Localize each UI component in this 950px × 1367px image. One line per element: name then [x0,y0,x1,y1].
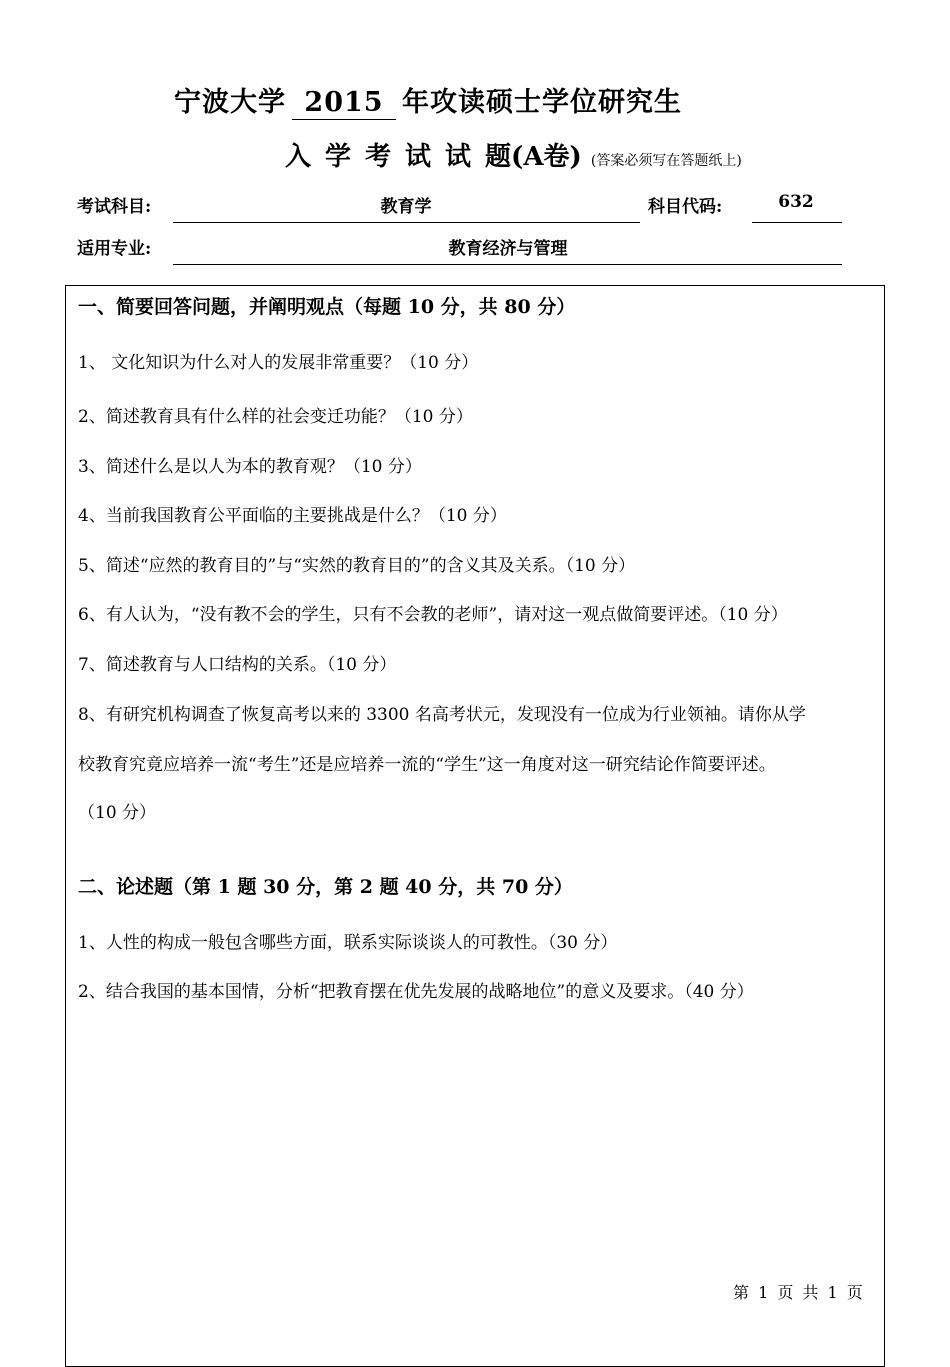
question-1-1: 1、 文化知识为什么对人的发展非常重要？（10 分） [78,353,479,373]
question-box [65,285,885,1367]
major-label: 适用专业: [77,239,152,259]
subject-value: 教育学 [380,197,432,217]
exam-title-rest: 年攻读硕士学位研究生 [402,87,682,118]
exam-year: 2015 [292,87,396,120]
subtitle-end: 题(A卷) [485,142,582,172]
question-1-7: 7、简述教育与人口结构的关系。（10 分） [78,655,397,675]
question-2-1: 1、人性的构成一般包含哪些方面，联系实际谈谈人的可教性。（30 分） [78,933,618,953]
section1-title: 一、简要回答问题，并阐明观点（每题 10 分，共 80 分） [78,296,576,318]
question-2-2: 2、结合我国的基本国情，分析“把教育摆在优先发展的战略地位”的意义及要求。（40 分） [78,982,754,1002]
answer-note: (答案必须写在答题纸上) [590,153,742,169]
page-number: 第 1 页 共 1 页 [733,1283,865,1302]
question-1-4: 4、当前我国教育公平面临的主要挑战是什么？（10 分） [78,506,507,526]
subtitle-spaced: 入学考试试 [285,142,486,172]
question-1-8-line2: 校教育究竟应培养一流“考生”还是应培养一流的“学生”这一角度对这一研究结论作简要评述。 [78,755,776,775]
university-name: 宁波大学 [174,87,286,118]
question-1-3: 3、简述什么是以人为本的教育观？（10 分） [78,457,422,477]
code-label: 科目代码: [648,197,723,217]
major-underline [173,264,842,265]
exam-title [174,80,682,120]
question-1-8-line3: （10 分） [78,803,157,823]
question-1-6: 6、有人认为，“没有教不会的学生，只有不会教的老师”，请对这一观点做简要评述。（10 分） [78,605,788,625]
code-underline [752,222,842,223]
major-value: 教育经济与管理 [448,239,568,259]
question-1-2: 2、简述教育具有什么样的社会变迁功能？（10 分） [78,407,473,427]
exam-subtitle [285,136,742,173]
subject-underline [173,222,640,223]
subject-label: 考试科目: [77,197,152,217]
question-1-5: 5、简述“应然的教育目的”与“实然的教育目的”的含义其及关系。（10 分） [78,556,636,576]
section2-title: 二、论述题（第 1 题 30 分，第 2 题 40 分，共 70 分） [78,876,573,898]
code-value: 632 [778,192,814,212]
question-1-8-line1: 8、有研究机构调查了恢复高考以来的 3300 名高考状元，发现没有一位成为行业领袖。请你从学 [78,705,806,725]
